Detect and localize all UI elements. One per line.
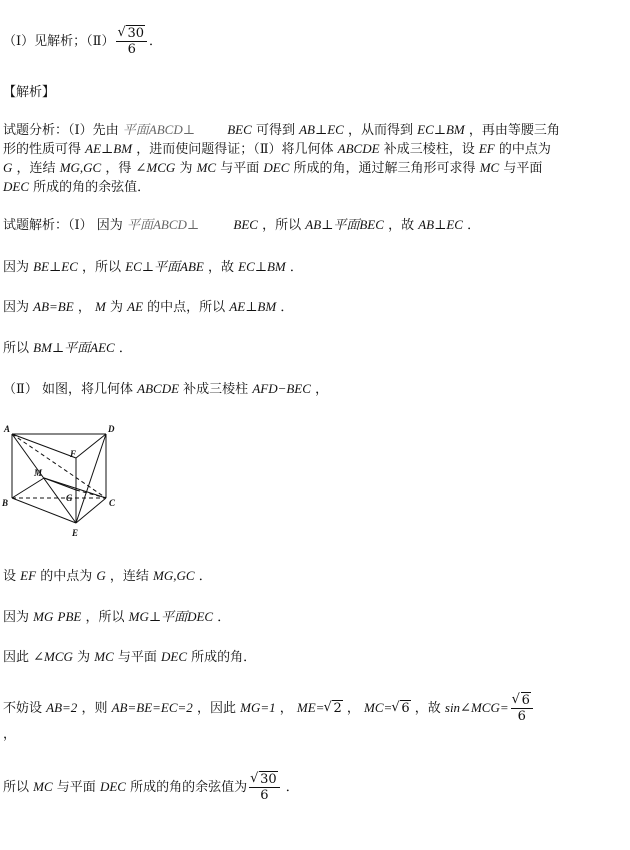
t: ，所以 [85,610,125,625]
t: ME= [296,700,325,715]
t: 所以 [3,780,30,795]
label-F: F [70,449,77,459]
t: 为 [77,650,91,665]
t: MG,GC [153,568,195,583]
t: 2 [333,701,342,716]
t: P [57,609,66,624]
solution-line-9 [3,693,535,724]
t: 为 [109,300,123,315]
t: 补成三棱柱 [183,382,249,397]
sin-fraction [511,693,533,724]
solution-line-1 [3,216,480,235]
answer-line [3,26,162,57]
t: MC [94,649,114,664]
t: ， [346,701,360,716]
t: DEC [263,160,290,175]
solution-line-7 [3,608,230,627]
t: 因为 [96,218,123,233]
t: AE [127,299,144,314]
t: AFD−BEC [252,381,311,396]
t: AB⊥平面BEC [305,217,384,232]
t: ，故 [208,260,235,275]
t: 因为 [3,300,30,315]
t: AE⊥BM [229,299,277,314]
t: 因此 [3,650,30,665]
t: 所成的角的余弦值． [33,180,151,195]
t: ∠MCG [33,649,73,664]
solution-line-2 [3,258,303,277]
t: 的中点为 [498,142,551,157]
t: BEC [227,122,252,137]
solution-line-11 [3,772,299,803]
analysis-line-3 [3,159,542,178]
label-M: M [34,468,43,478]
t: 30 [260,772,277,787]
t: MC [196,160,217,175]
t: 所成的角，通过解三角形可求得 [293,161,476,176]
t: ，从而得到 [347,123,413,138]
label-B: B [2,498,9,508]
t: EC⊥平面ABE [125,259,204,274]
t: DEC [3,179,29,194]
answer-den: 6 [127,42,136,57]
answer-end: ． [149,34,163,49]
t: G [3,160,13,175]
t: BE⊥EC [33,259,78,274]
t: MG⊥平面DEC [128,609,214,624]
t: 的中点为 [40,569,93,584]
t: EC⊥BM [417,122,465,137]
t: 因为 [3,610,30,625]
t: 设 [3,569,17,584]
t: 的中点，所以 [147,300,226,315]
analysis-line-4 [3,178,150,197]
t: EF [20,568,37,583]
label-C: C [109,498,116,508]
t: sin∠MCG= [444,700,509,715]
t: 与平面 [56,780,96,795]
t: ，因此 [196,701,236,716]
t: 形的性质可得 [3,142,82,157]
t: ． [198,569,212,584]
t: ，故 [414,701,441,716]
t: ． [289,260,303,275]
t: 如图，将几何体 [41,382,133,397]
solution-line-10: ， [3,727,17,742]
t: 所成的角的余弦值为 [130,780,248,795]
t: ，则 [81,701,108,716]
t: 与平面 [220,161,260,176]
t: 补成三棱柱，设 [383,142,475,157]
label-D: D [108,424,115,434]
analysis-line-1 [3,121,560,140]
t: 6 [521,693,530,708]
t: BEC [233,217,258,232]
prism-figure [0,418,130,543]
t: 平面ABCD⊥ [126,217,200,232]
section-title: 【解析】 [3,85,56,100]
t: EC⊥BM [238,259,286,274]
t: MC [33,779,53,794]
t: ， [279,701,293,716]
t: DEC [161,649,188,664]
solution-line-3 [3,298,293,317]
t: M [95,299,106,314]
t: ，所以 [262,218,302,233]
t: 所以 [3,341,30,356]
t: AB⊥EC [299,122,344,137]
t: BM⊥平面AEC [33,340,115,355]
t: ，进而使问题得证；（Ⅱ）将几何体 [136,142,334,157]
t: ． [467,218,481,233]
t: ，连结 [16,161,56,176]
t: AB=2 [46,700,78,715]
t: MG,GC [59,160,102,175]
answer-fraction [116,26,147,57]
t: 因为 [3,260,30,275]
final-fraction [249,772,280,803]
t: 所成的角． [191,650,257,665]
t: MC [479,160,500,175]
t: 平面ABCD⊥ [122,122,195,137]
t: ，得 [105,161,132,176]
t: ，连结 [109,569,149,584]
t: 不妨设 [3,701,43,716]
t: 试题分析：（Ⅰ）先由 [3,123,119,138]
t: 6 [517,709,526,724]
t: （Ⅱ） [3,382,38,397]
label-G: G [66,493,73,503]
answer-text: （Ⅰ）见解析；（Ⅱ） [3,34,115,49]
t: 试题解析：（Ⅰ） [3,218,93,233]
t: AB=BE=EC=2 [111,700,193,715]
t: 6 [260,788,269,803]
t: ． [118,341,132,356]
t: 与平面 [117,650,157,665]
t: G [96,568,106,583]
t: DEC [99,779,126,794]
t: ，故 [388,218,415,233]
t: MG [33,609,54,624]
t: ，所以 [82,260,122,275]
t: 6 [401,701,410,716]
t: ABCDE [337,141,380,156]
t: MC= [364,700,393,715]
label-E: E [72,528,79,538]
t: ，再由等腰三角 [468,123,560,138]
label-A: A [4,424,11,434]
solution-line-5 [3,380,328,399]
t: AB=BE [33,299,74,314]
analysis-line-2 [3,140,551,159]
answer-num: 30 [127,26,145,41]
t: AE⊥BM [85,141,133,156]
t: ， [77,300,91,315]
t: MG=1 [240,700,276,715]
t: ABCDE [137,381,180,396]
solution-line-8 [3,648,256,667]
solution-line-6 [3,567,212,586]
t: ． [217,610,231,625]
t: 与平面 [503,161,543,176]
t: AB⊥EC [418,217,463,232]
t: ， [315,382,329,397]
t: ． [285,780,299,795]
t: BE [65,609,82,624]
t: EF [478,141,495,156]
t: 可得到 [255,123,295,138]
t: ． [280,300,294,315]
t: ∠MCG [135,160,176,175]
t: 为 [179,161,193,176]
solution-line-4 [3,339,132,358]
